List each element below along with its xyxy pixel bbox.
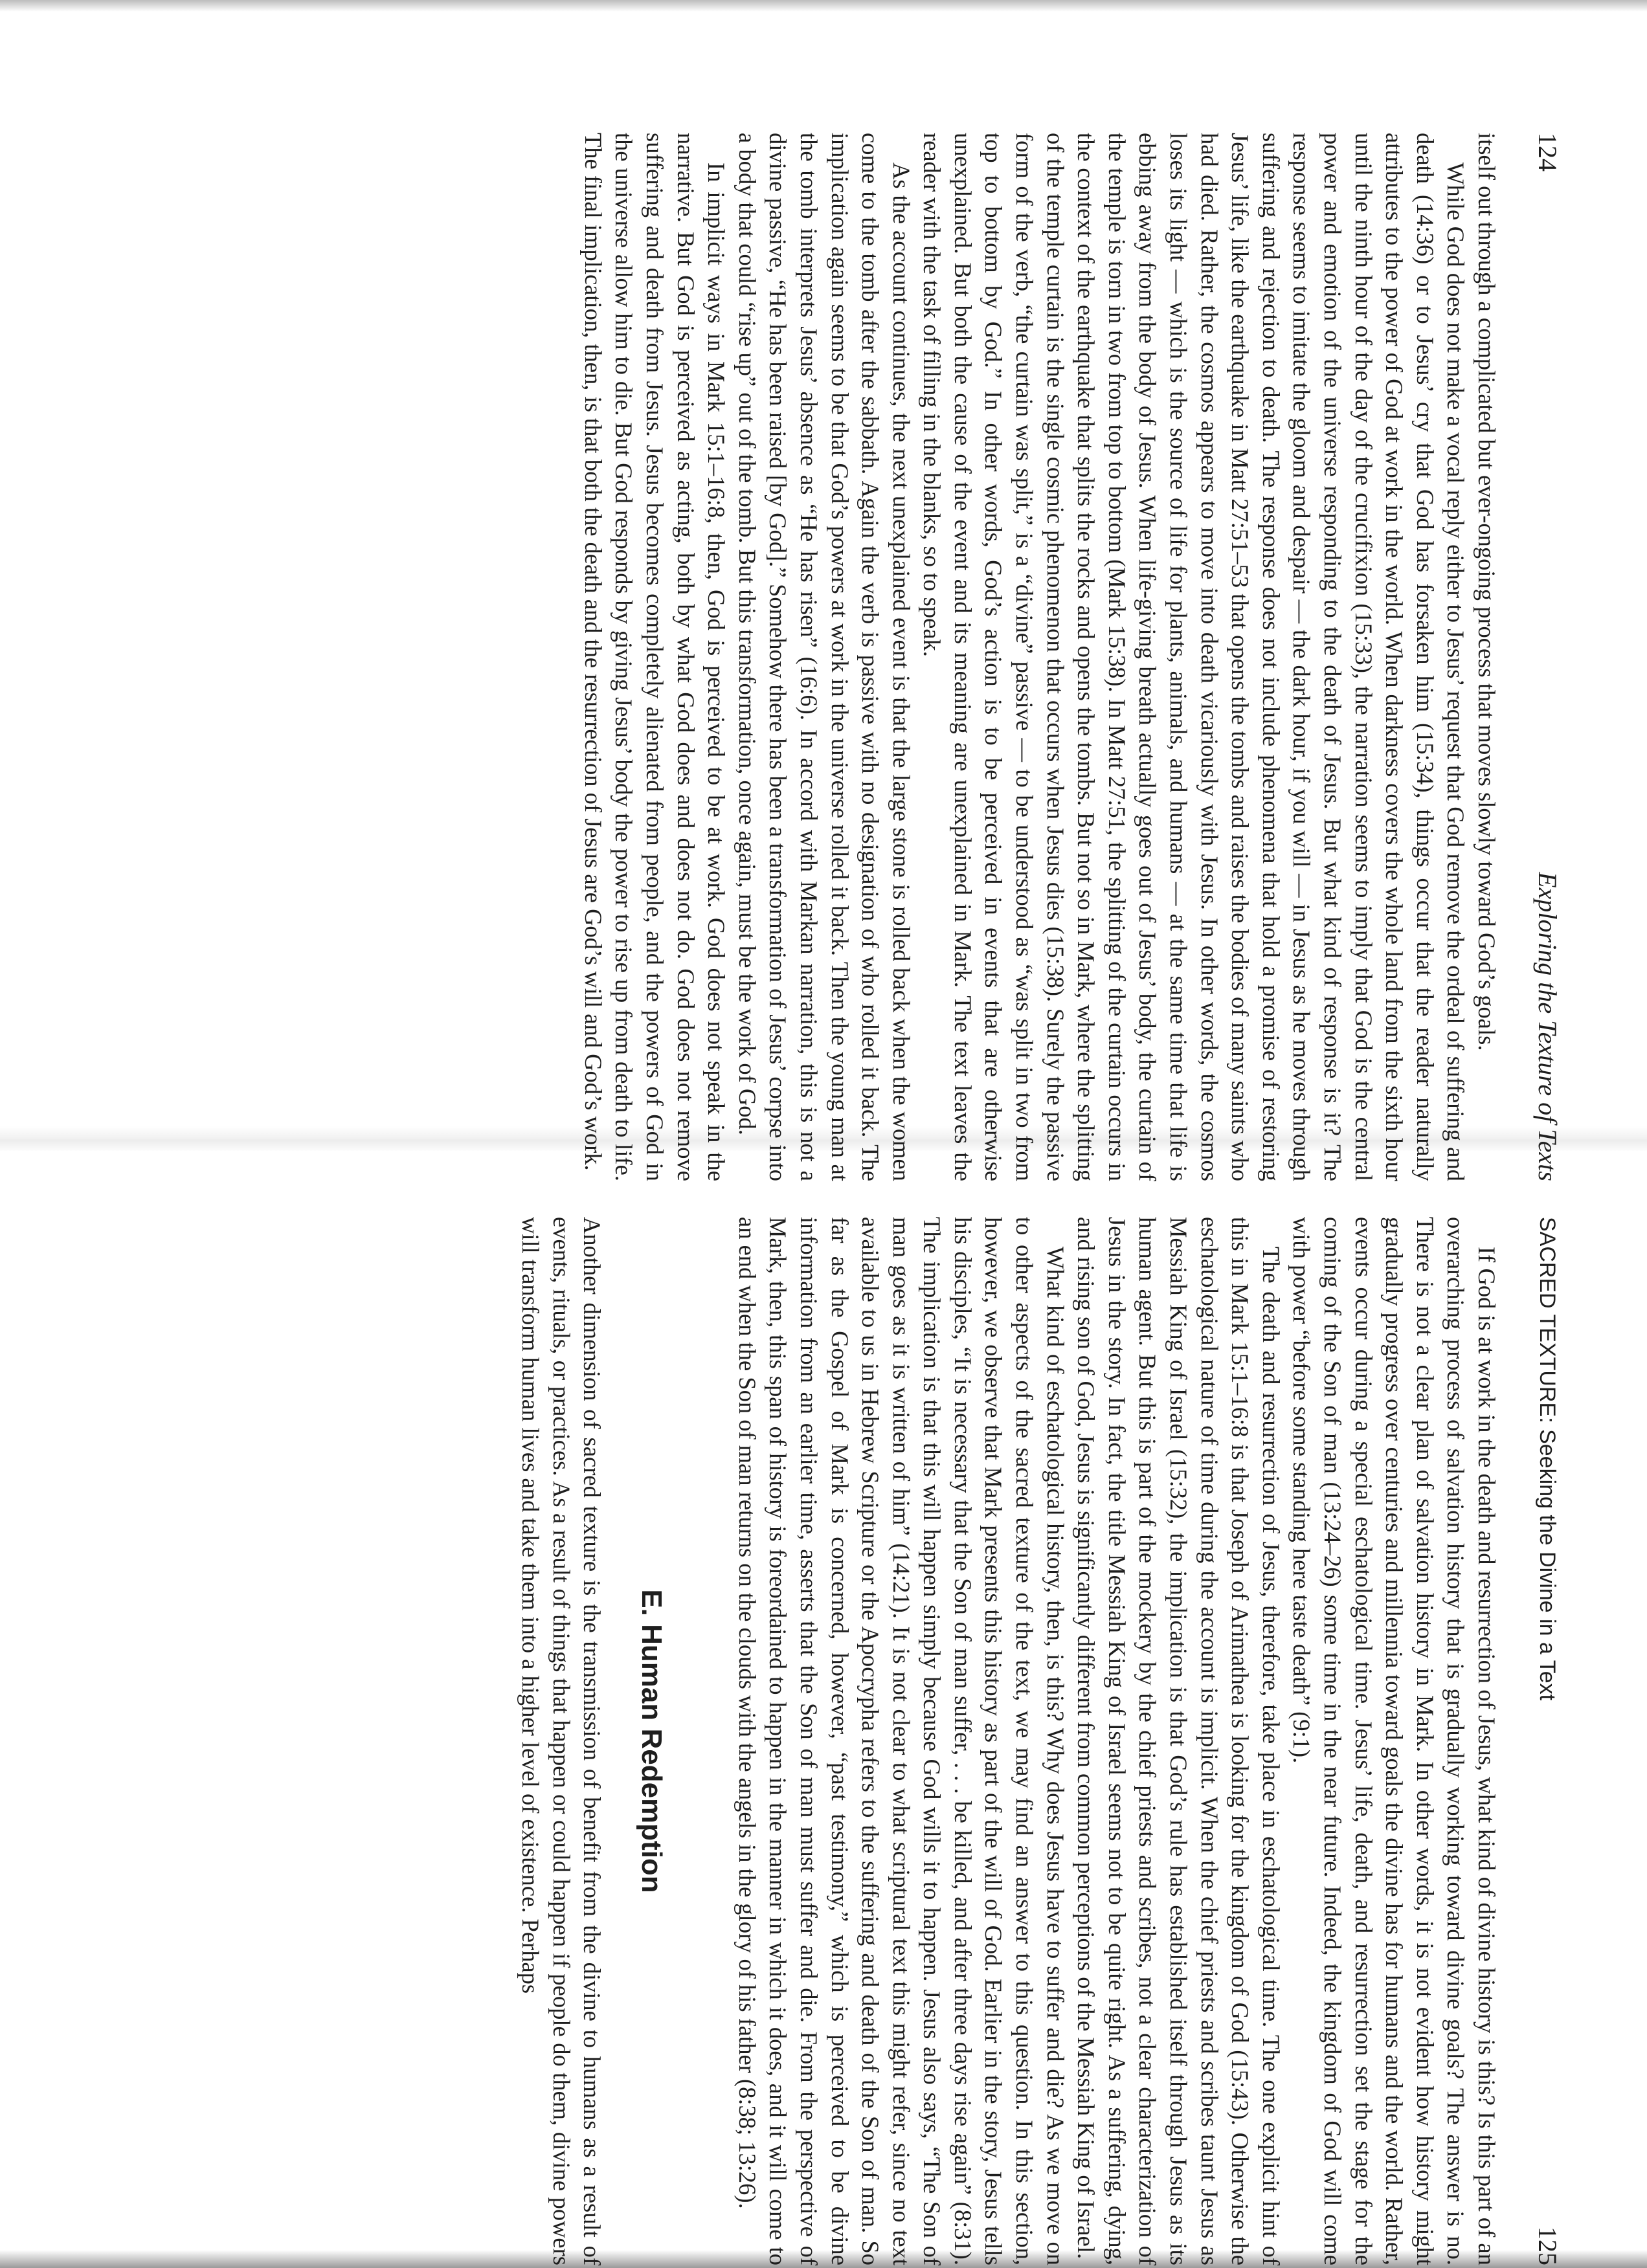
body-text xyxy=(577,133,1502,1181)
page-125 xyxy=(13,1217,1567,2265)
paragraph: What kind of eschatological history, then, is this? Why does Jesus have to suffer and die? As we move on to other aspects of the sacred texture of the text, we may find an answer to this question. In this section, however, we observe that Mark presents this history as part of the will of God. Earlier in the story, Jesus tells his disciples, “It is necessary that the Son of man suffer, . . . be killed, and after three days rise again” (8:31). The implication is that this will happen simply because God wills it to happen. Jesus also says, “The Son of man goes as it is written of him” (14:21). It is not clear to what scriptural text this might refer, since no text available to us in Hebrew Scripture or the Apocrypha refers to the suffering and death of the Son of man. So far as the Gospel of Mark is concerned, however, “past testimony,” which is perceived to be divine information from an earlier time, asserts that the Son of man must suffer and die. From the perspective of Mark, then, this span of history is foreordained to happen in the manner in which it does, and it will come to an end when the Son of man returns on the clouds with the angels in the glory of his father (8:38; 13:26). xyxy=(734,1217,1069,2265)
paragraph: itself out through a complicated but ever-ongoing process that moves slowly toward God’s goals. xyxy=(1473,133,1500,1051)
page-number: 124 xyxy=(1533,133,1562,172)
page-124 xyxy=(13,133,1567,1181)
paragraph: Another dimension of sacred texture is the transmission of benefit from the divine to humans as a result of events, rituals, or practices. As a result of things that happen or could happen if people do them, divine powers will transform human lives and take them into a higher level of existence. Perhaps xyxy=(517,1217,606,2265)
paragraph: As the account continues, the next unexplained event is that the large stone is rolled back when the women come to the tomb after the sabbath. Again the verb is passive with no designation of who rolled it back. The implication again seems to be that God’s powers at work in the universe rolled it back. Then the young man at the tomb interprets Jesus’ absence as “He has risen” (16:6). In accord with Markan narration, this is not a divine passive, “He has been raised [by God].” Somehow there has been a transformation of Jesus’ corpse into a body that could “rise up” out of the tomb. But this transformation, once again, must be the work of God. xyxy=(734,133,915,1181)
running-head xyxy=(1528,133,1567,1181)
scan-edge-top xyxy=(0,0,1647,12)
running-title: Exploring the Texture of Texts xyxy=(1533,872,1562,1181)
section-heading: E. Human Redemption xyxy=(636,1589,668,1893)
body-text xyxy=(515,1217,1502,2265)
running-head xyxy=(1528,1217,1567,2265)
paragraph: If God is at work in the death and resurrection of Jesus, what kind of divine history is this? Is this part of an overarching process of salvation history that is gradually working toward divine goals? The answer is no. There is not a clear plan of salvation history in Mark. In other words, it is not evident how history might gradually progress over centuries and millennia toward goals the divine has for humans and the world. Rather, events occur during a special eschatological time. Jesus’ life, death, and resurrection set the stage for the coming of the Son of man (13:24–26) some time in the near future. Indeed, the kingdom of God will come with power “before some standing here taste death” (9:1). xyxy=(1288,1217,1500,2265)
paragraph: In implicit ways in Mark 15:1–16:8, then, God is perceived to be at work. God does not speak in the narrative. But God is perceived as acting, both by what God does and does not do. God does not remove suffering and death from Jesus. Jesus becomes completely alienated from people, and the powers of God in the universe allow him to die. But God responds by giving Jesus’ body the power to rise up from death to life. The final implication, then, is that both the death and the resurrection of Jesus are God’s will and God’s work. xyxy=(579,133,730,1181)
running-title: SACRED TEXTURE: Seeking the Divine in a Text xyxy=(1535,1217,1560,1701)
paragraph: The death and resurrection of Jesus, therefore, take place in eschatological time. The one explicit hint of this in Mark 15:1–16:8 is that Joseph of Arimathea is looking for the kingdom of God (15:43). Otherwise the eschatological nature of time during the account is implicit. When the chief priests and scribes taunt Jesus as Messiah King of Israel (15:32), the implication is that God’s rule has established itself through Jesus as its human agent. But this is part of the mockery by the chief priests and scribes, not a clear characterization of Jesus in the story. In fact, the title Messiah King of Israel seems not to be quite right. As a suffering, dying, and rising son of God, Jesus is significantly different from common perceptions of the Messiah King of Israel. xyxy=(1073,1217,1284,2265)
page-number: 125 xyxy=(1533,2227,1562,2265)
paragraph: While God does not make a vocal reply either to Jesus’ request that God remove the ordeal of suffering and death (14:36) or to Jesus’ cry that God has forsaken him (15:34), things occur that the reader naturally attributes to the power of God at work in the world. When darkness covers the whole land from the sixth hour until the ninth hour of the day of the crucifixion (15:33), the narration seems to imply that God is the central power and emotion of the universe responding to the death of Jesus. But what kind of response is it? The response seems to imitate the gloom and despair — the dark hour, if you will — in Jesus as he moves through suffering and rejection to death. The response does not include phenomena that hold a promise of restoring Jesus’ life, like the earthquake in Matt 27:51–53 that opens the tombs and raises the bodies of many saints who had died. Rather, the cosmos appears to move into death vicariously with Jesus. In other words, the cosmos loses its light — which is the source of life for plants, animals, and humans — at the same time that life is ebbing away from the body of Jesus. When life-giving breath actually goes out of Jesus’ body, the curtain of the temple is torn in two from top to bottom (Mark 15:38). In Matt 27:51, the splitting of the curtain occurs in the context of the earthquake that splits the rocks and opens the tombs. But not so in Mark, where the splitting of the temple curtain is the single cosmic phenomenon that occurs when Jesus dies (15:38). Surely the passive form of the verb, “the curtain was split,” is a “divine” passive — to be understood as “was split in two from top to bottom by God.” In other words, God’s action is to be perceived in events that are otherwise unexplained. But both the cause of the event and its meaning are unexplained in Mark. The text leaves the reader with the task of filling in the blanks, so to speak. xyxy=(919,133,1470,1181)
